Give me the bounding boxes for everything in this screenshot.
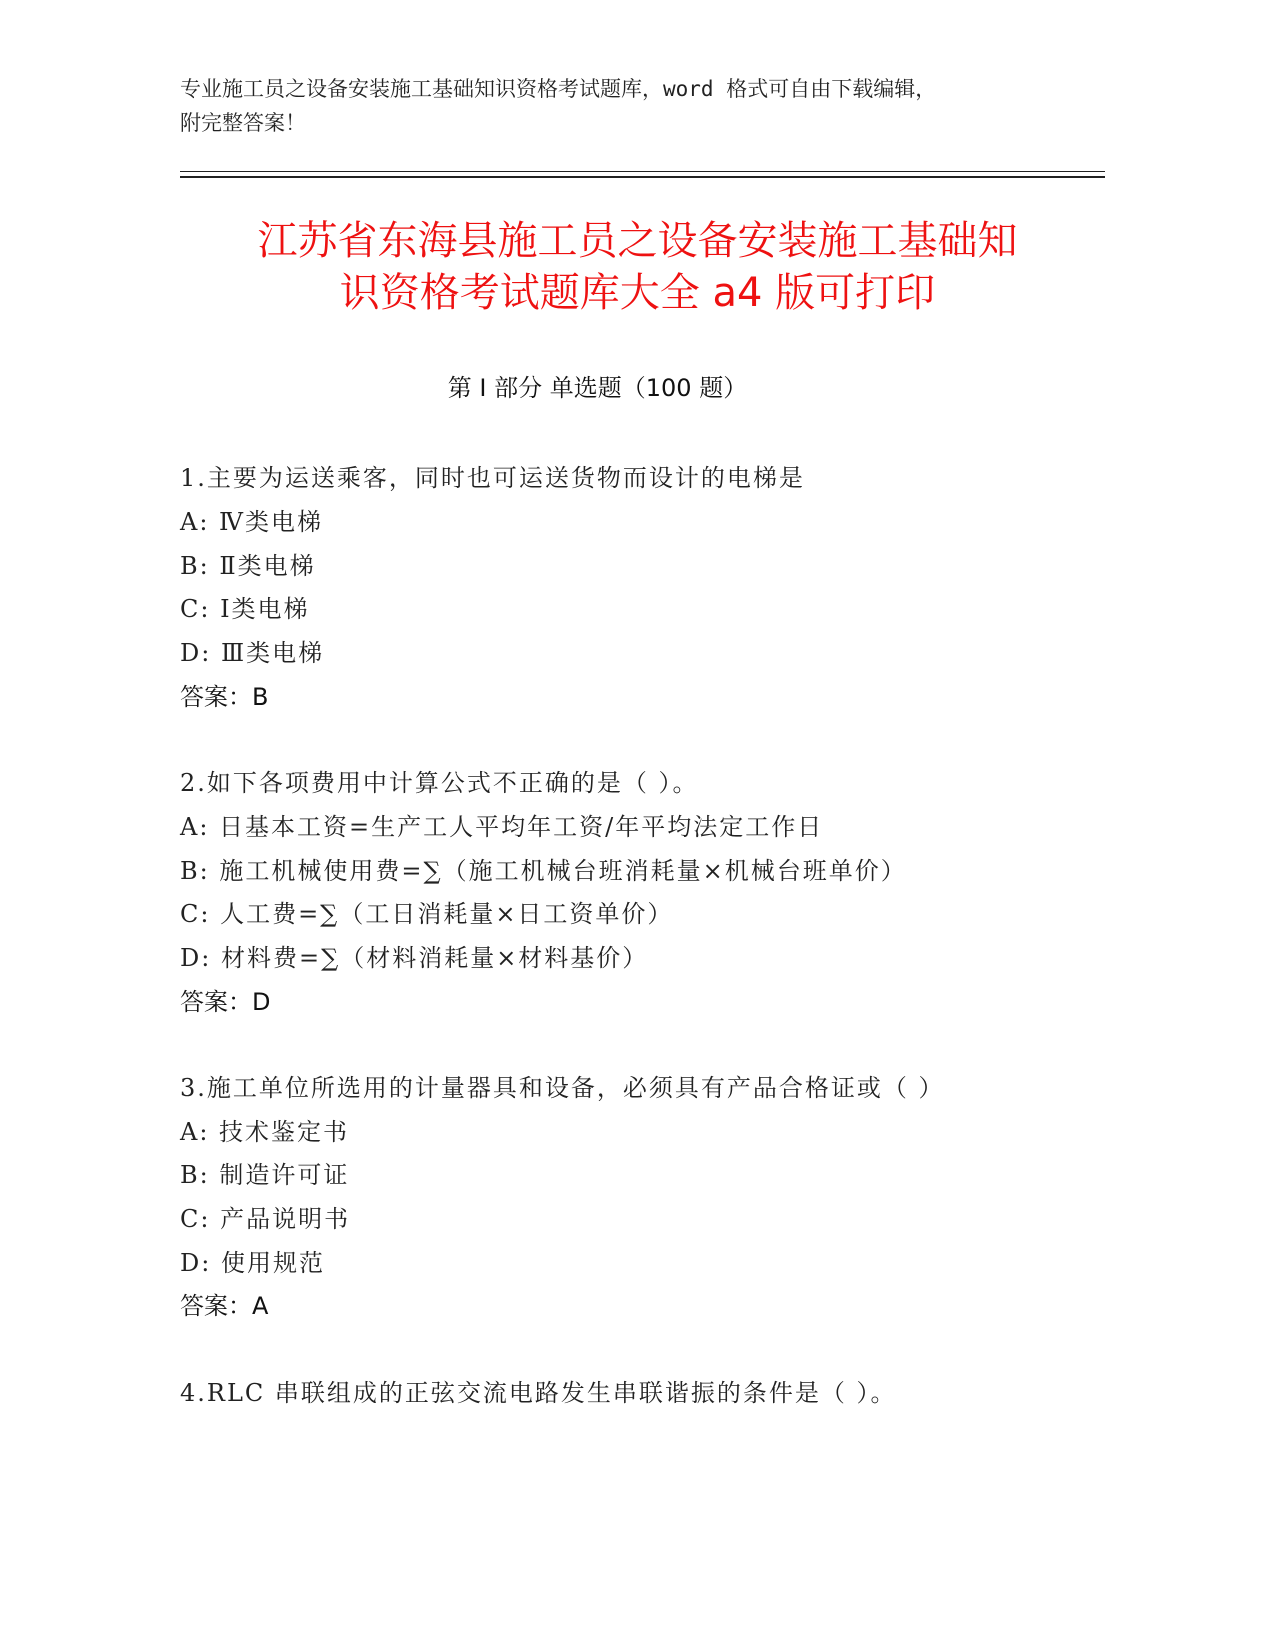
question-3-answer: 答案：A bbox=[180, 1292, 269, 1320]
question-2-option-a: A: 日基本工资=生产工人平均年工资/年平均法定工作日 bbox=[180, 813, 824, 841]
question-2-option-c: C: 人工费=∑（工日消耗量×日工资单价） bbox=[180, 900, 674, 928]
question-3-stem: 3.施工单位所选用的计量器具和设备，必须具有产品合格证或（ ） bbox=[180, 1074, 945, 1102]
header-note-line-2: 附完整答案！ bbox=[180, 111, 306, 135]
section-title: 第 I 部分 单选题（100 题） bbox=[447, 374, 748, 402]
document-title bbox=[140, 215, 1135, 319]
question-4-stem: 4.RLC 串联组成的正弦交流电路发生串联谐振的条件是（ ）。 bbox=[180, 1379, 897, 1407]
question-1-option-c: C: Ⅰ类电梯 bbox=[180, 595, 310, 623]
question-2-answer: 答案：D bbox=[180, 988, 271, 1016]
question-2-stem: 2.如下各项费用中计算公式不正确的是（ ）。 bbox=[180, 769, 699, 797]
question-1-option-b: B: Ⅱ类电梯 bbox=[180, 552, 316, 580]
question-2-option-b: B: 施工机械使用费=∑（施工机械台班消耗量×机械台班单价） bbox=[180, 857, 907, 885]
question-3-option-b: B: 制造许可证 bbox=[180, 1161, 350, 1189]
header-note bbox=[180, 72, 1080, 140]
document-title-line-1: 江苏省东海县施工员之设备安装施工基础知 bbox=[257, 218, 1018, 264]
document-title-line-2: 识资格考试题库大全 a4 版可打印 bbox=[339, 270, 936, 316]
question-1-answer: 答案：B bbox=[180, 683, 269, 711]
header-divider-thick bbox=[180, 176, 1105, 178]
question-1-stem: 1.主要为运送乘客，同时也可运送货物而设计的电梯是 bbox=[180, 464, 805, 492]
question-3-option-c: C: 产品说明书 bbox=[180, 1205, 351, 1233]
question-3-option-d: D: 使用规范 bbox=[180, 1249, 325, 1277]
question-2-option-d: D: 材料费=∑（材料消耗量×材料基价） bbox=[180, 944, 649, 972]
question-1-option-a: A: Ⅳ类电梯 bbox=[180, 508, 324, 536]
header-note-line-1: 专业施工员之设备安装施工基础知识资格考试题库，word 格式可自由下载编辑， bbox=[180, 77, 937, 101]
question-1-option-d: D: Ⅲ类电梯 bbox=[180, 639, 325, 667]
header-divider-thin bbox=[180, 171, 1105, 172]
question-3-option-a: A: 技术鉴定书 bbox=[180, 1118, 350, 1146]
